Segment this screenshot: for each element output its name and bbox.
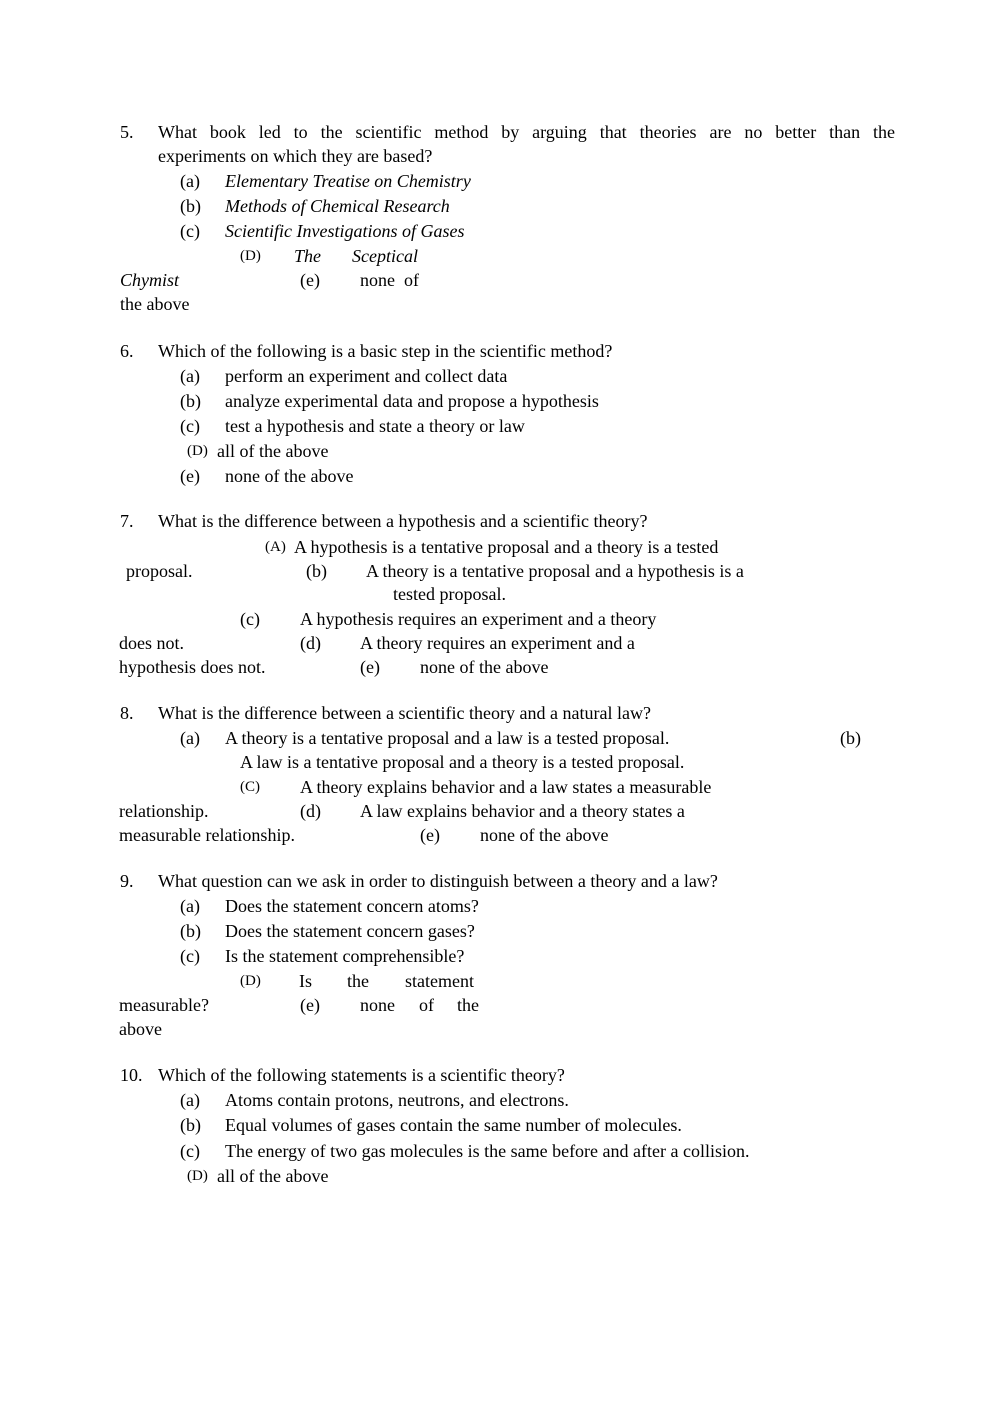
option-text-continued: Chymist — [120, 270, 180, 290]
option-text: none — [360, 995, 395, 1015]
option-text: A law is a tentative proposal and a theory is a tested proposal. — [240, 752, 685, 772]
option-text: all of the above — [217, 1166, 329, 1186]
question-text-continued: experiments on which they are based? — [158, 146, 433, 166]
option-label: (c) — [180, 416, 200, 436]
question-number: 7. — [120, 511, 134, 531]
option-label: (b) — [840, 728, 861, 748]
option-text-continued: the above — [120, 294, 190, 314]
option-text: Equal volumes of gases contain the same number of molecules. — [225, 1115, 682, 1135]
option-label: (b) — [180, 391, 201, 411]
option-text: Does the statement concern atoms? — [225, 896, 479, 916]
option-label: (D) — [187, 1168, 208, 1184]
option-label: (e) — [300, 995, 320, 1015]
option-label: (d) — [300, 801, 321, 821]
option-label: (e) — [420, 825, 440, 845]
option-label: (b) — [180, 921, 201, 941]
option-label: (D) — [187, 443, 208, 459]
option-text: analyze experimental data and propose a hypothesis — [225, 391, 599, 411]
option-text: the — [347, 971, 369, 991]
option-text-continued: does not. — [119, 633, 184, 653]
option-text: all of the above — [217, 441, 329, 461]
option-text: A hypothesis is a tentative proposal and a theory is a tested — [294, 537, 719, 557]
option-text: Atoms contain protons, neutrons, and electrons. — [225, 1090, 569, 1110]
option-text: test a hypothesis and state a theory or law — [225, 416, 525, 436]
option-text: statement — [405, 971, 474, 991]
option-text: The energy of two gas molecules is the same before and after a collision. — [225, 1141, 750, 1161]
question-number: 6. — [120, 341, 134, 361]
option-text: A theory requires an experiment and a — [360, 633, 635, 653]
option-text: none of the above — [225, 466, 354, 486]
option-label: (a) — [180, 366, 200, 386]
option-text: Scientific Investigations of Gases — [225, 221, 465, 241]
option-text-continued: relationship. — [119, 801, 209, 821]
option-label: (e) — [180, 466, 200, 486]
option-label: (d) — [300, 633, 321, 653]
question-text: What is the difference between a scientific theory and a natural law? — [158, 703, 651, 723]
option-text: the — [457, 995, 479, 1015]
option-label: (c) — [240, 609, 260, 629]
question-number: 5. — [120, 122, 134, 142]
option-text: A theory is a tentative proposal and a hypothesis is a — [366, 561, 744, 581]
option-text: A law explains behavior and a theory states a — [360, 801, 685, 821]
question-text: What is the difference between a hypothesis and a scientific theory? — [158, 511, 648, 531]
question-text: What question can we ask in order to distinguish between a theory and a law? — [158, 871, 718, 891]
option-label: (a) — [180, 728, 200, 748]
option-label: (C) — [240, 779, 260, 795]
option-text: A hypothesis requires an experiment and a theory — [300, 609, 657, 629]
option-text: Elementary Treatise on Chemistry — [225, 171, 471, 191]
option-label: (a) — [180, 171, 200, 191]
option-text: A theory is a tentative proposal and a law is a tested proposal. — [225, 728, 670, 748]
option-label: (c) — [180, 946, 200, 966]
question-text: Which of the following is a basic step in the scientific method? — [158, 341, 613, 361]
option-label: (D) — [240, 973, 261, 989]
option-text: Is the statement comprehensible? — [225, 946, 465, 966]
option-label: (a) — [180, 896, 200, 916]
question-text: Which of the following statements is a scientific theory? — [158, 1065, 565, 1085]
option-label: (D) — [240, 248, 261, 264]
option-text: none of the above — [420, 657, 549, 677]
question-number: 10. — [120, 1065, 143, 1085]
option-label: (e) — [300, 270, 320, 290]
option-label: (c) — [180, 1141, 200, 1161]
option-label: (b) — [180, 1115, 201, 1135]
option-text: Sceptical — [352, 246, 418, 266]
option-text: The — [294, 246, 321, 266]
option-label: (a) — [180, 1090, 200, 1110]
option-text-continued: measurable? — [119, 995, 209, 1015]
option-text: of — [419, 995, 434, 1015]
option-label: (b) — [180, 196, 201, 216]
option-text: Does the statement concern gases? — [225, 921, 475, 941]
option-text: none of the above — [480, 825, 609, 845]
option-label: (A) — [265, 539, 286, 555]
option-label: (e) — [360, 657, 380, 677]
option-text: A theory explains behavior and a law states a measurable — [300, 777, 712, 797]
option-label: (c) — [180, 221, 200, 241]
option-text: perform an experiment and collect data — [225, 366, 508, 386]
option-text: none of — [360, 270, 419, 290]
option-text-continued: hypothesis does not. — [119, 657, 266, 677]
option-label: (b) — [306, 561, 327, 581]
question-text: What book led to the scientific method by arguing that theories are no better than the — [158, 122, 895, 142]
option-text-continued: above — [119, 1019, 162, 1039]
question-number: 8. — [120, 703, 134, 723]
option-text-continued: measurable relationship. — [119, 825, 295, 845]
option-text: Methods of Chemical Research — [225, 196, 450, 216]
option-text-continued: proposal. — [126, 561, 193, 581]
option-text-continued: tested proposal. — [393, 584, 506, 604]
option-text: Is — [299, 971, 312, 991]
question-number: 9. — [120, 871, 134, 891]
